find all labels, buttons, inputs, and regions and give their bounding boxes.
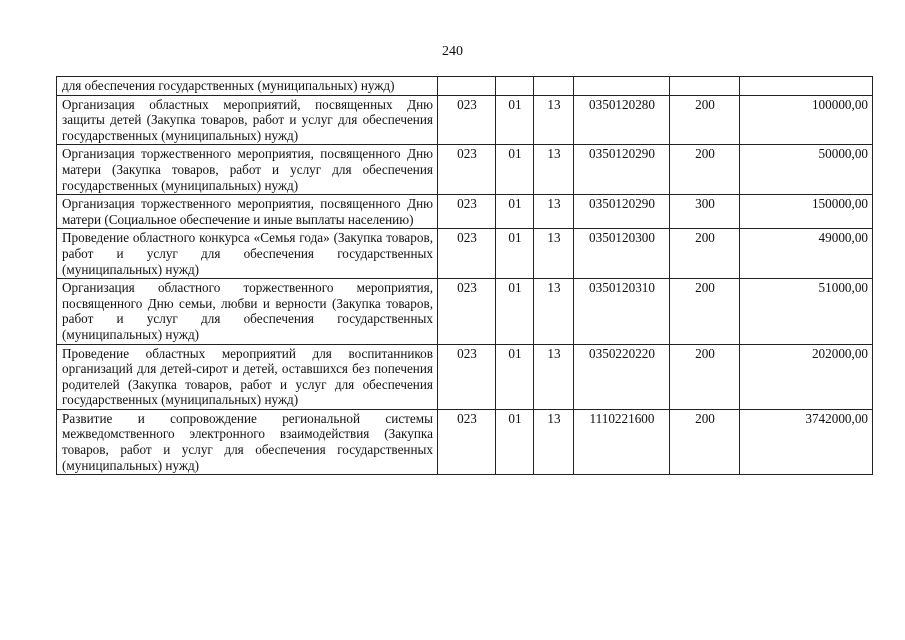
cell-expense-type-code: 200 [670, 95, 740, 145]
cell-amount: 202000,00 [740, 344, 873, 409]
budget-table [56, 76, 873, 475]
cell-section-code: 01 [496, 95, 534, 145]
cell-subsection-code [534, 77, 574, 96]
cell-section-code: 01 [496, 409, 534, 474]
cell-department-code [438, 77, 496, 96]
page-number: 240 [442, 44, 463, 59]
cell-description: Организация торжественного мероприятия, посвященного Дню матери (Закупка товаров, работ и услуг для обеспечения государственных (муниципальных) нужд) [57, 145, 438, 195]
cell-amount: 50000,00 [740, 145, 873, 195]
cell-description: Развитие и сопровождение региональной системы межведомственного электронного взаимодействия (Закупка товаров, работ и услуг для обеспечения государственных (муниципальных) нужд) [57, 409, 438, 474]
cell-target-item-code [574, 77, 670, 96]
cell-amount: 150000,00 [740, 195, 873, 229]
cell-subsection-code: 13 [534, 279, 574, 344]
cell-section-code: 01 [496, 229, 534, 279]
table-row [57, 95, 873, 145]
cell-expense-type-code: 200 [670, 409, 740, 474]
cell-expense-type-code: 300 [670, 195, 740, 229]
table-row [57, 145, 873, 195]
cell-subsection-code: 13 [534, 409, 574, 474]
cell-department-code: 023 [438, 195, 496, 229]
cell-target-item-code: 0350220220 [574, 344, 670, 409]
cell-description: для обеспечения государственных (муниципальных) нужд) [57, 77, 438, 96]
cell-amount: 51000,00 [740, 279, 873, 344]
cell-department-code: 023 [438, 95, 496, 145]
cell-description: Организация областного торжественного мероприятия, посвященного Дню семьи, любви и верности (Закупка товаров, работ и услуг для обеспечения государственных (муниципальных) нужд) [57, 279, 438, 344]
cell-section-code: 01 [496, 145, 534, 195]
table-row [57, 195, 873, 229]
cell-expense-type-code: 200 [670, 145, 740, 195]
cell-target-item-code: 0350120280 [574, 95, 670, 145]
cell-subsection-code: 13 [534, 344, 574, 409]
table-row [57, 344, 873, 409]
table-row [57, 77, 873, 96]
cell-expense-type-code [670, 77, 740, 96]
cell-amount: 100000,00 [740, 95, 873, 145]
cell-expense-type-code: 200 [670, 344, 740, 409]
table-row [57, 409, 873, 474]
cell-target-item-code: 0350120310 [574, 279, 670, 344]
cell-subsection-code: 13 [534, 95, 574, 145]
table-row [57, 279, 873, 344]
cell-department-code: 023 [438, 145, 496, 195]
cell-section-code: 01 [496, 344, 534, 409]
cell-amount: 49000,00 [740, 229, 873, 279]
cell-target-item-code: 0350120290 [574, 145, 670, 195]
cell-description: Организация областных мероприятий, посвященных Дню защиты детей (Закупка товаров, работ и услуг для обеспечения государственных (муниципальных) нужд) [57, 95, 438, 145]
cell-section-code [496, 77, 534, 96]
cell-amount [740, 77, 873, 96]
cell-subsection-code: 13 [534, 195, 574, 229]
cell-description: Проведение областных мероприятий для воспитанников организаций для детей-сирот и детей, оставшихся без попечения родителей (Закупка товаров, работ и услуг для обеспечения государственных (муниципальных) нужд) [57, 344, 438, 409]
cell-department-code: 023 [438, 344, 496, 409]
cell-amount: 3742000,00 [740, 409, 873, 474]
table-body [57, 77, 873, 475]
cell-subsection-code: 13 [534, 145, 574, 195]
table-row [57, 229, 873, 279]
cell-target-item-code: 0350120290 [574, 195, 670, 229]
cell-expense-type-code: 200 [670, 279, 740, 344]
cell-department-code: 023 [438, 409, 496, 474]
cell-section-code: 01 [496, 279, 534, 344]
cell-target-item-code: 0350120300 [574, 229, 670, 279]
cell-description: Организация торжественного мероприятия, посвященного Дню матери (Социальное обеспечение и иные выплаты населению) [57, 195, 438, 229]
cell-department-code: 023 [438, 229, 496, 279]
cell-section-code: 01 [496, 195, 534, 229]
cell-description: Проведение областного конкурса «Семья года» (Закупка товаров, работ и услуг для обеспечения государственных (муниципальных) нужд) [57, 229, 438, 279]
cell-subsection-code: 13 [534, 229, 574, 279]
cell-target-item-code: 1110221600 [574, 409, 670, 474]
cell-department-code: 023 [438, 279, 496, 344]
cell-expense-type-code: 200 [670, 229, 740, 279]
